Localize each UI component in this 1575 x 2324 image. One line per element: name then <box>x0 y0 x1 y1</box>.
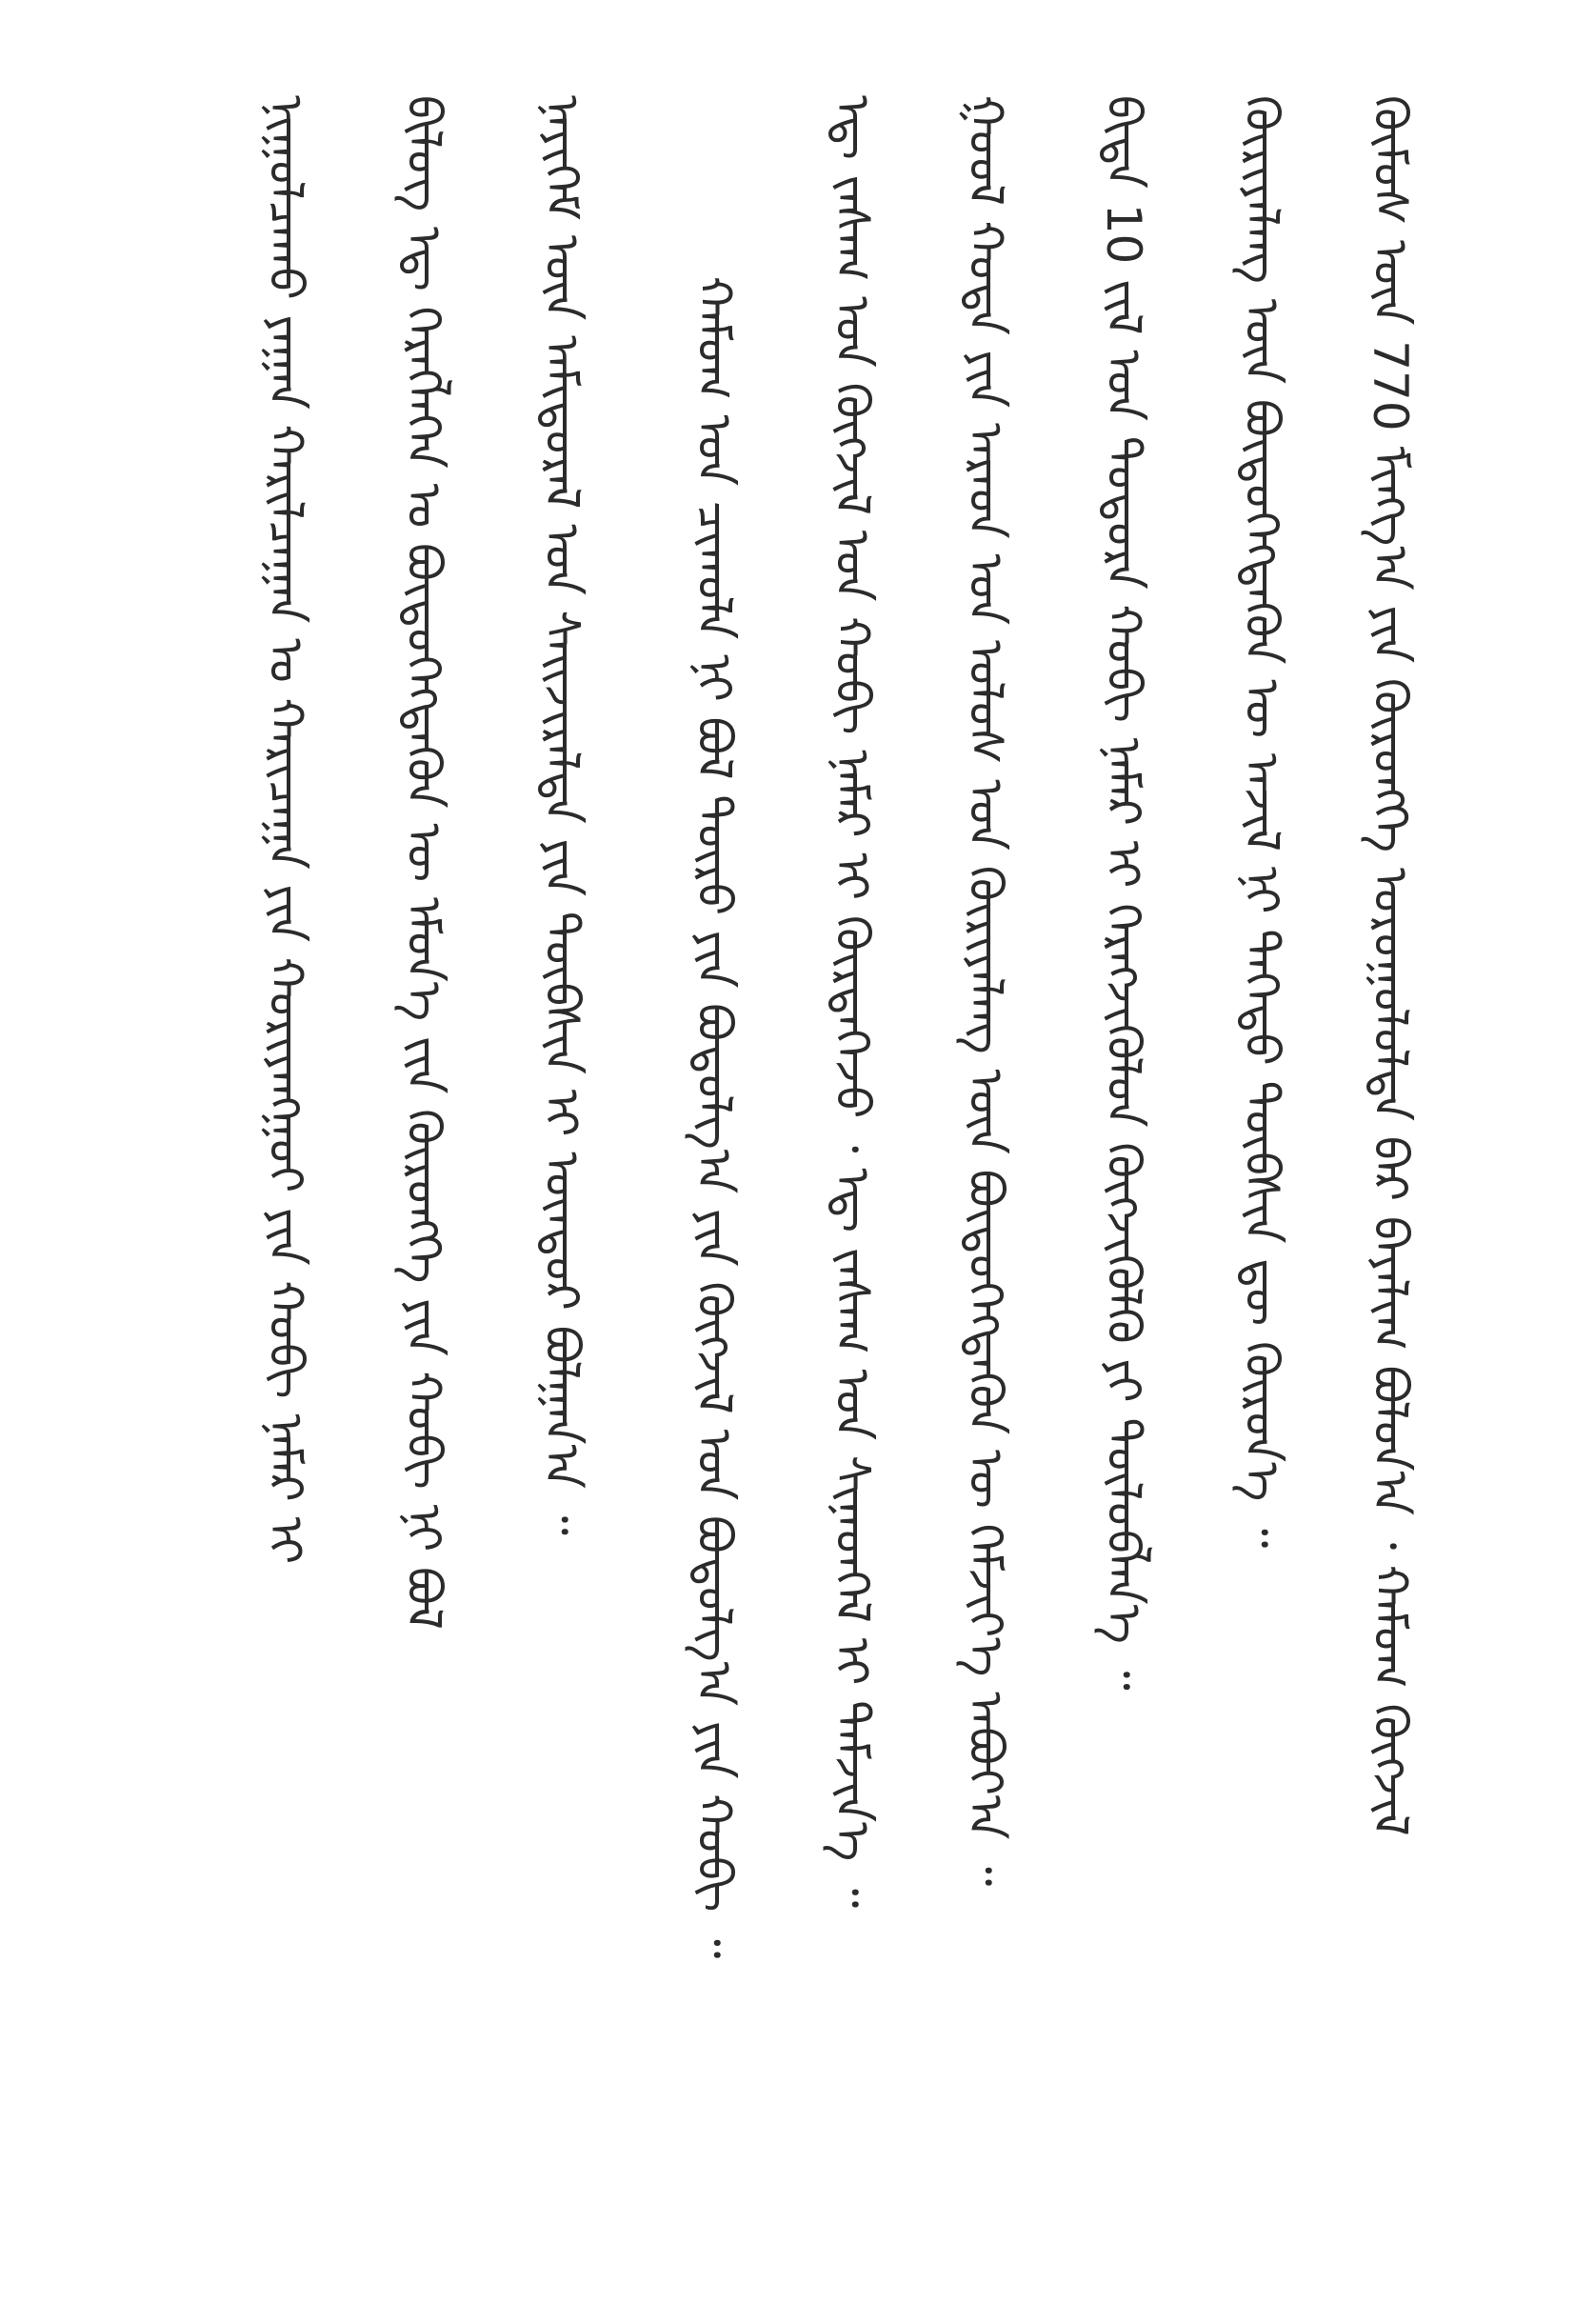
text-line: ᠪᠢᠳᠡ 10 ᠵᠢᠯ ᠤᠨ ᠳᠣᠲᠣᠷᠠ ᠬᠤᠪᠢ ᠨᠡᠮᠡᠷ ᠢ ᠬᠡᠷᠡᠭᠵᠢᠭᠦᠯᠦᠨ ᠬᠥᠭᠵᠢᠭᠦᠯᠬᠦ ᠶᠢ ᠲᠥᠯᠦᠪᠯᠡᠨ᠎ᠡ ᠃ <box>1096 95 1151 1691</box>
text-line: ᠨᠢᠭᠤᠯᠴᠠᠬᠤ ᠶᠠᠭᠠᠨ ᠬᠠᠷᠢᠯᠴᠠᠭᠠᠨ ᠤ ᠬᠠᠷᠢᠴᠠᠭᠠ ᠶᠢᠨ ᠬᠤᠷᠢᠶᠠᠩᠭᠤᠢ ᠶᠢᠨ ᠬᠤᠪᠢ ᠨᠡᠮᠡᠷ ᠢ <box>258 95 313 1565</box>
text-line: ᠬᠦᠮᠦᠰ ᠦᠨ 770 ᠮᠢᠩᠭ᠎ᠠ ᠶᠢᠨ ᠬᠥᠷᠥᠩᠭᠡ ᠣᠷᠣᠭᠤᠯᠤᠯᠲᠠ ᠪᠠᠷ ᠪᠠᠶᠠᠯᠢᠭ ᠪᠣᠯᠤᠨ᠎ᠠ ᠂ ᠬᠠᠮᠤᠭ ᠬᠥᠭᠵᠢᠯ <box>1363 95 1418 1836</box>
text-line: ᠭᠣᠣᠯ ᠬᠣᠲᠠ ᠶᠢᠨ ᠠᠷᠠᠳ ᠤᠨ ᠤᠯᠤᠰ ᠤᠨ ᠬᠦᠷᠢᠶᠡᠯᠡᠩ ᠦᠨ ᠪᠦᠲᠦᠭᠡᠭᠳᠡᠬᠦᠨ ᠦ ᠬᠡᠮᠵᠢᠶ᠎ᠡ ᠠᠪᠤᠶ᠎ᠠ ᠃ <box>958 95 1013 1887</box>
text-line: ᠡᠳ᠋ ᠵᠠᠰᠠᠭ ᠤᠨ ᠬᠥᠭᠵᠢᠯ ᠤᠨ ᠬᠤᠪᠢ ᠨᠡᠮᠡᠷ ᠢ ᠬᠦᠷᠲᠡᠭᠡᠵᠦ ᠂ ᠡᠳ᠋ ᠵᠠᠰᠠᠭ ᠤᠨ ᠰᠢᠨᠡᠳᠬᠡᠯ ᠢ ᠳᠡᠮᠵᠢᠨ᠎ᠡ ᠃ <box>825 95 880 1909</box>
text-line: ᠪᠢᠯᠦᠭ ᠡᠳ᠋ ᠬᠡᠷᠡᠭᠯᠡᠭᠡᠨ ᠤ ᠪᠦᠲᠦᠭᠡᠭᠳᠡᠬᠦᠨ ᠦ ᠡᠮᠦᠨ᠎ᠡ ᠵᠢᠨ ᠬᠦᠷᠦᠩᠭᠡ ᠶᠢᠨ ᠬᠤᠪᠢ ᠨᠢ ᠪᠣᠯ <box>396 95 451 1630</box>
text-line: ᠬᠠᠮᠤᠭ ᠤᠨ ᠴᠢᠬᠤᠯᠠ ᠨᠢ ᠪᠣᠯ ᠲᠥᠷᠦ ᠶᠢᠨ ᠪᠣᠳᠤᠯᠭ᠎ᠠ ᠶᠢᠨ ᠬᠥᠭᠵᠢᠯ ᠤᠨ ᠪᠣᠳᠤᠯᠭ᠎ᠠ ᠶᠢᠨ ᠬᠤᠪᠢ ᠃ <box>687 276 742 1959</box>
text-line: ᠬᠦᠷᠢᠶᠡᠯᠡᠩ ᠦᠨ ᠪᠦᠲᠦᠭᠡᠭᠳᠡᠬᠦᠨ ᠦ ᠠᠵᠢᠯ ᠨᠢ ᠳᠡᠭᠡᠳᠦ ᠲᠦᠪᠰᠢᠨ ᠳᠦ ᠬᠦᠷᠦᠨ᠎ᠡ ᠃ <box>1234 95 1289 1549</box>
text-line: ᠨᠡᠶᠢᠭᠡᠮ ᠦᠨ ᠠᠮᠢᠳᠤᠷᠠᠯ ᠤᠨ ᠰᠠᠢᠵᠢᠷᠠᠯᠲᠠ ᠶᠢᠨ ᠲᠦᠪᠰᠢᠨ ᠢ ᠥᠨᠳᠦᠷ ᠪᠣᠯᠭᠠᠨ᠎ᠠ ᠃ <box>534 95 589 1535</box>
